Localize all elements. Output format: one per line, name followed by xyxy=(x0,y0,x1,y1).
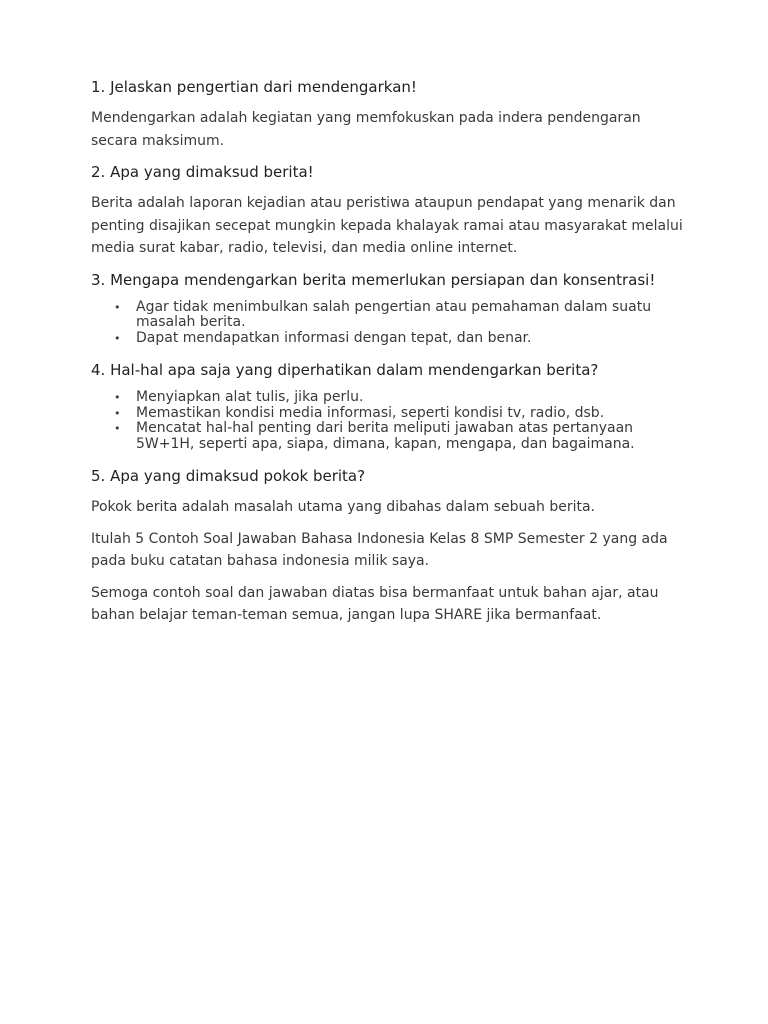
answer-2: Berita adalah laporan kejadian atau peristiwa ataupun pendapat yang menarik dan penting disajikan secepat mungkin kepada khalayak ramai atau masyarakat melalui media surat kabar, radio, televisi, dan media online internet. xyxy=(91,195,683,256)
closing-paragraph-1: Itulah 5 Contoh Soal Jawaban Bahasa Indonesia Kelas 8 SMP Semester 2 yang ada pada buku catatan bahasa indonesia milik saya. xyxy=(91,530,668,569)
answer-3-list xyxy=(91,300,688,347)
list-item: • Mencatat hal-hal penting dari berita meliputi jawaban atas pertanyaan 5W+1H, seperti apa, siapa, dimana, kapan, mengapa, dan bagaimana. xyxy=(136,421,688,452)
question-2: 2. Apa yang dimaksud berita! xyxy=(91,163,314,181)
answer-4-list xyxy=(91,390,688,452)
answer-5: Pokok berita adalah masalah utama yang dibahas dalam sebuah berita. xyxy=(91,499,595,515)
list-item: • Agar tidak menimbulkan salah pengertian atau pemahaman dalam suatu masalah berita. xyxy=(136,300,688,331)
question-5: 5. Apa yang dimaksud pokok berita? xyxy=(91,467,366,485)
closing-paragraph-2: Semoga contoh soal dan jawaban diatas bisa bermanfaat untuk bahan ajar, atau bahan belajar teman-teman semua, jangan lupa SHARE jika bermanfaat. xyxy=(91,584,659,623)
question-1: 1. Jelaskan pengertian dari mendengarkan! xyxy=(91,78,417,96)
list-item: • Memastikan kondisi media informasi, seperti kondisi tv, radio, dsb. xyxy=(136,406,688,422)
question-3: 3. Mengapa mendengarkan berita memerlukan persiapan dan konsentrasi! xyxy=(91,270,656,289)
list-item: • Dapat mendapatkan informasi dengan tepat, dan benar. xyxy=(136,331,688,347)
answer-1: Mendengarkan adalah kegiatan yang memfokuskan pada indera pendengaran secara maksimum. xyxy=(91,110,641,149)
list-item: • Menyiapkan alat tulis, jika perlu. xyxy=(136,390,688,406)
question-4: 4. Hal-hal apa saja yang diperhatikan dalam mendengarkan berita? xyxy=(91,361,599,379)
